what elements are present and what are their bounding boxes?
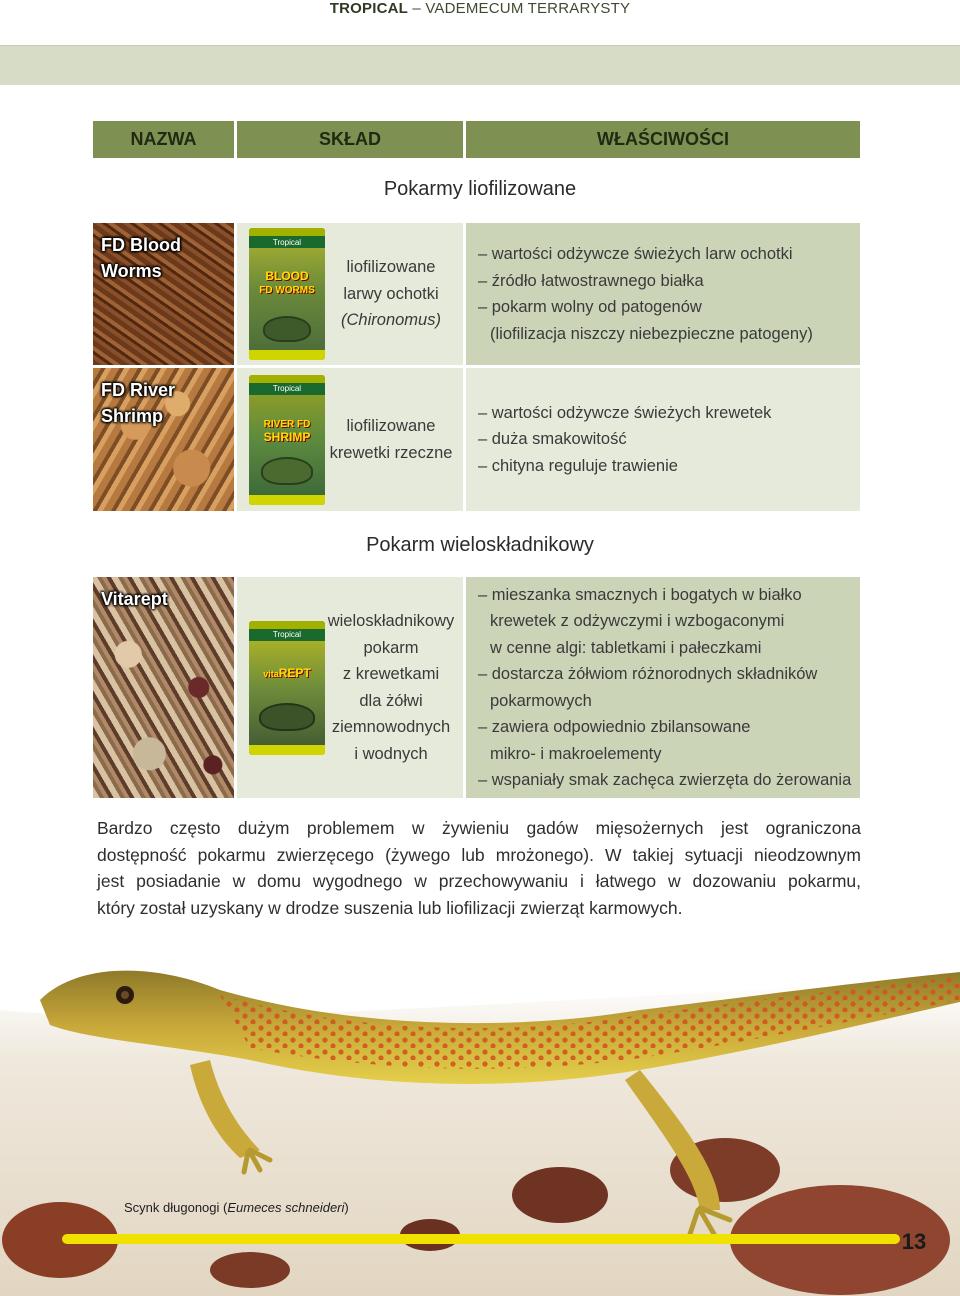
property-line: pokarmowych — [490, 691, 592, 710]
paragraph-line: który został uzyskany w drodze suszenia lub liofilizacji zwierząt karmowych. — [97, 897, 683, 918]
running-header — [0, 0, 960, 22]
can-brand-label: Tropical — [249, 629, 325, 641]
top-decorative-band — [0, 45, 960, 85]
table-row — [93, 368, 860, 511]
can-title: vitaREPT — [263, 665, 311, 680]
property-line: – wspaniały smak zachęca zwierzęta do żerowania — [478, 771, 852, 789]
table-row — [93, 223, 860, 365]
paragraph-line: Bardzo często dużym problemem w żywieniu gadów mięsożernych jest ograniczona — [97, 818, 861, 838]
property-line: – wartości odżywcze świeżych krewetek — [478, 403, 772, 422]
product-name: FD Blood Worms — [101, 235, 181, 281]
header-subtitle: VADEMECUM TERRARYSTY — [425, 0, 631, 17]
composition-cell — [237, 223, 463, 365]
property-line: mikro- i makroelementy — [490, 744, 662, 763]
property-line: – zawiera odpowiednio zbilansowane — [478, 718, 751, 736]
properties-cell — [466, 368, 860, 511]
header-brand: TROPICAL — [329, 0, 409, 17]
product-photo-river-shrimp — [93, 368, 234, 511]
property-line: krewetek z odżywczymi i wzbogaconymi — [490, 612, 785, 630]
body-paragraph — [97, 815, 861, 921]
section-title-freeze-dried: Pokarmy liofilizowane — [383, 178, 577, 200]
property-line: – wartości odżywcze świeżych larw ochotki — [478, 245, 793, 263]
can-brand-label: Tropical — [249, 383, 325, 395]
column-header-name: NAZWA — [93, 121, 234, 158]
header-separator: – — [408, 0, 426, 17]
product-can-image — [249, 375, 325, 505]
table-row — [93, 577, 860, 798]
property-line: – dostarcza żółwiom różnorodnych składników — [478, 665, 818, 683]
table-header — [93, 121, 860, 158]
turtle-illustration — [259, 703, 315, 731]
page-footer-strip — [62, 1234, 900, 1244]
turtle-illustration — [263, 316, 311, 342]
turtle-illustration — [261, 457, 313, 485]
product-can-image — [249, 621, 325, 755]
product-name: Vitarept — [101, 589, 168, 609]
paragraph-line: jest posiadanie w domu wygodnego w przechowywaniu i łatwego w dozowaniu pokarmu, — [97, 871, 861, 891]
property-line: (liofilizacja niszczy niebezpieczne patogeny) — [490, 324, 813, 343]
composition-text: liofilizowane larwy ochotki (Chironomus) — [341, 258, 441, 330]
property-line: – źródło łatwostrawnego białka — [478, 271, 704, 290]
property-line: w cenne algi: tabletkami i pałeczkami — [490, 638, 762, 657]
composition-text: wieloskładnikowy pokarm z krewetkami dla żółwi ziemnowodnych i wodnych — [327, 612, 455, 763]
composition-cell — [237, 368, 463, 511]
property-line: – duża smakowitość — [478, 430, 627, 449]
can-brand-label: Tropical — [249, 236, 325, 248]
properties-cell — [466, 223, 860, 365]
column-header-properties: WŁAŚCIWOŚCI — [466, 121, 860, 158]
product-can-image — [249, 228, 325, 360]
product-photo-bloodworms — [93, 223, 234, 365]
can-title: BLOOD FD WORMS — [259, 269, 315, 296]
can-title: RIVER FD SHRIMP — [263, 418, 311, 444]
section-title-multicomponent: Pokarm wieloskładnikowy — [366, 534, 594, 556]
product-photo-vitarept — [93, 577, 234, 798]
photo-caption: Scynk długonogi (Eumeces schneideri) — [124, 1200, 349, 1215]
property-line: – pokarm wolny od patogenów — [478, 298, 702, 316]
page-number: 13 — [901, 1229, 927, 1254]
property-line: – mieszanka smacznych i bogatych w białko — [478, 585, 802, 604]
composition-cell — [237, 577, 463, 798]
product-name: FD River Shrimp — [101, 380, 176, 426]
property-line: – chityna reguluje trawienie — [478, 456, 678, 475]
composition-text: liofilizowane krewetki rzeczne — [329, 417, 453, 462]
column-header-composition: SKŁAD — [237, 121, 463, 158]
properties-cell — [466, 577, 860, 798]
paragraph-line: dostępność pokarmu zwierzęcego (żywego lub mrożonego). W takiej sytuacji nieodzownym — [97, 844, 861, 865]
